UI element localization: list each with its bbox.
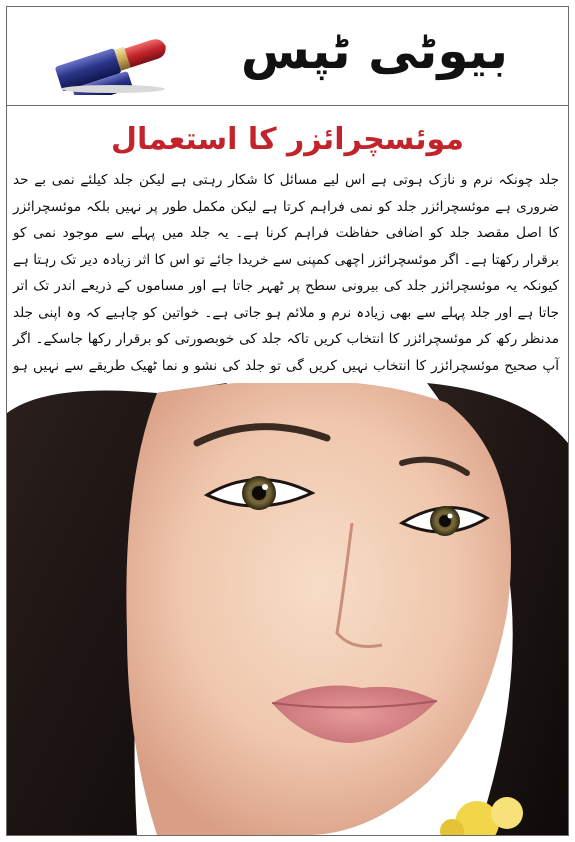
article-body: جلد چونکہ نرم و نازک ہوتی ہے اس لیے مسائل کا شکار رہتی ہے لیکن جلد کیلئے نمی بے حد ضروری ہے موئسچرائزر جلد کو نمی فراہم کرتا ہے لیکن مکمل طور پر نہیں بلکہ موئسچرائزر کا اصل مقصد جلد کو اضافی حفاظت فراہم کرنا ہے۔ یہ جلد میں پہلے سے موجود نمی کو برقرار رکھتا ہے۔ اگر موئسچرائزر اچھی کمپنی سے خریدا جائے تو اس کا اثر زیادہ دیر تک رہتا ہے کیونکہ یہ موئسچرائزر جلد کی بیرونی سطح پر ٹھہر جاتا ہے اور مساموں کے ذریعے اندر تک اتر جاتا ہے اور جلد پہلے سے بھی زیادہ نرم و ملائم ہو جاتی ہے۔ خواتین کو چاہیے کہ وہ اپنی جلد مدنظر رکھ کر موئسچرائزر کا انتخاب کریں تاکہ جلد کی خوبصورتی کو برقرار رکھا جاسکے۔ اگر آپ صحیح موئسچرائزر کا انتخاب نہیں کریں گی تو جلد کی نشو و نما ٹھیک طریقے سے نہیں ہو (13, 172, 559, 374)
page-frame (6, 6, 569, 836)
lipstick-icon (47, 19, 177, 95)
header-title: بیوٹی ٹپس (240, 22, 508, 80)
woman-portrait-image (7, 383, 568, 835)
article-title: موئسچرائزر کا استعمال (111, 122, 464, 157)
header-banner (7, 7, 568, 106)
